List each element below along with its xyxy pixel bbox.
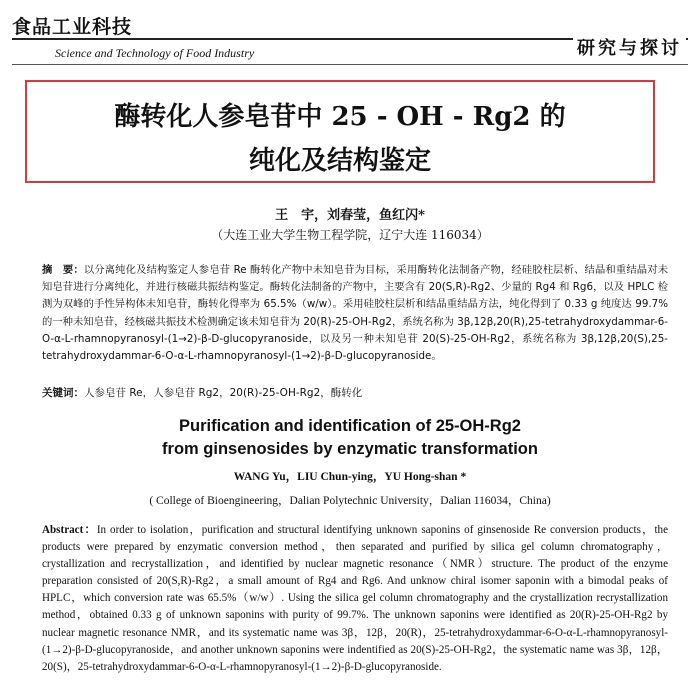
keywords-cn-text: 人参皂苷 Re，人参皂苷 Rg2，20(R)-25-OH-Rg2，酶转化 <box>84 387 363 399</box>
paper-title-en-line1: Purification and identification of 25-OH-Rg2 <box>179 417 521 435</box>
abstract-cn <box>42 262 668 365</box>
keywords-cn-label: 关键词： <box>42 387 84 399</box>
abstract-en-text: In order to isolation，purification and structural identifying unknown saponins of ginsenoside Re conversion products，the products were prepared by enzymatic conversion method，then separated and purified by silica gel column chromatography，crystallization and recrystallization，and identified by nuclear magnetic resonance（NMR）structure. The product of the enzyme preparation consisted of 20(S,R)-Rg2，a small amount of Rg4 and Rg6. And unknow chiral isomer saponin with a bimodal peaks of HPLC，which conversion rate was 65.5%（w/w）. Using the silica gel column chromatography and the crystallization recrystallization method，obtained 0.33 g of unknown saponins with purity of 99.7%. The unknown saponins were identified as 20(R)-25-OH-Rg2 by nuclear magnetic resonance NMR，and its systematic name was 3β，12β，20(R)，25-tetrahydroxydammar-6-O-α-L-rhamnopyranosyl-(1→2)-β-D-glucopyranoside，and another unknown saponins were indentified as 20(S)-25-OH-Rg2，the systematic name was 3β，12β，20(S)，25-tetrahydroxydammar-6-O-α-L-rhamnopyranosyl-(1→2)-β-D-glucopyranoside. <box>42 524 668 673</box>
journal-title-cn: 食品工业科技 <box>12 16 133 38</box>
authors-cn: 王 宇，刘春莹，鱼红闪* <box>275 208 425 223</box>
section-tag: 研究与探讨 <box>573 34 686 60</box>
journal-title-en: Science and Technology of Food Industry <box>55 46 255 60</box>
paper-title-cn-line2: 纯化及结构鉴定 <box>248 146 431 176</box>
keywords-cn <box>42 385 362 400</box>
affiliation-en: ( College of Bioengineering，Dalian Polytechnic University，Dalian 116034，China) <box>149 495 551 507</box>
paper-title-en-line2: from ginsenosides by enzymatic transformation <box>162 440 538 458</box>
abstract-en-label: Abstract： <box>42 524 97 536</box>
authors-en: WANG Yu，LIU Chun-ying，YU Hong-shan * <box>233 471 467 483</box>
affiliation-cn: （大连工业大学生物工程学院，辽宁大连 116034） <box>211 228 489 242</box>
paper-title-cn-line1: 酶转化人参皂苷中 25 - OH - Rg2 的 <box>114 102 566 132</box>
abstract-en <box>42 522 668 676</box>
abstract-cn-label: 摘 要： <box>42 264 84 276</box>
abstract-cn-text: 以分离纯化及结构鉴定人参皂苷 Re 酶转化产物中未知皂苷为目标，采用酶转化法制备产物，经硅胶柱层析、结晶和重结晶对未知皂苷进行分离纯化，并进行核磁共振结构鉴定。酶转化法制备的产物中，主要含有 20(S,R)-Rg2、少量的 Rg4 和 Rg6，以及 HPLC 检测为双峰的手性异构体未知皂苷，酶转化得率为 65.5%（w/w）。采用硅胶柱层析和结晶重结晶方法，纯化得到了 0.33 g 纯度达 99.7% 的一种未知皂苷，经核磁共振技术检测确定该未知皂苷为 20(R)-25-OH-Rg2，系统名称为 3β,12β,20(R),25-tetrahydroxydammar-6-O-α-L-rhamnopyranosyl-(1→2)-β-D-glucopyranoside，以及另一种未知皂苷 20(S)-25-OH-Rg2，系统名称为 3β,12β,20(S),25-tetrahydroxydammar-6-O-α-L-rhamnopyranosyl-(1→2)-β-D-glucopyranoside。 <box>42 264 668 363</box>
header-subrule <box>12 64 688 65</box>
